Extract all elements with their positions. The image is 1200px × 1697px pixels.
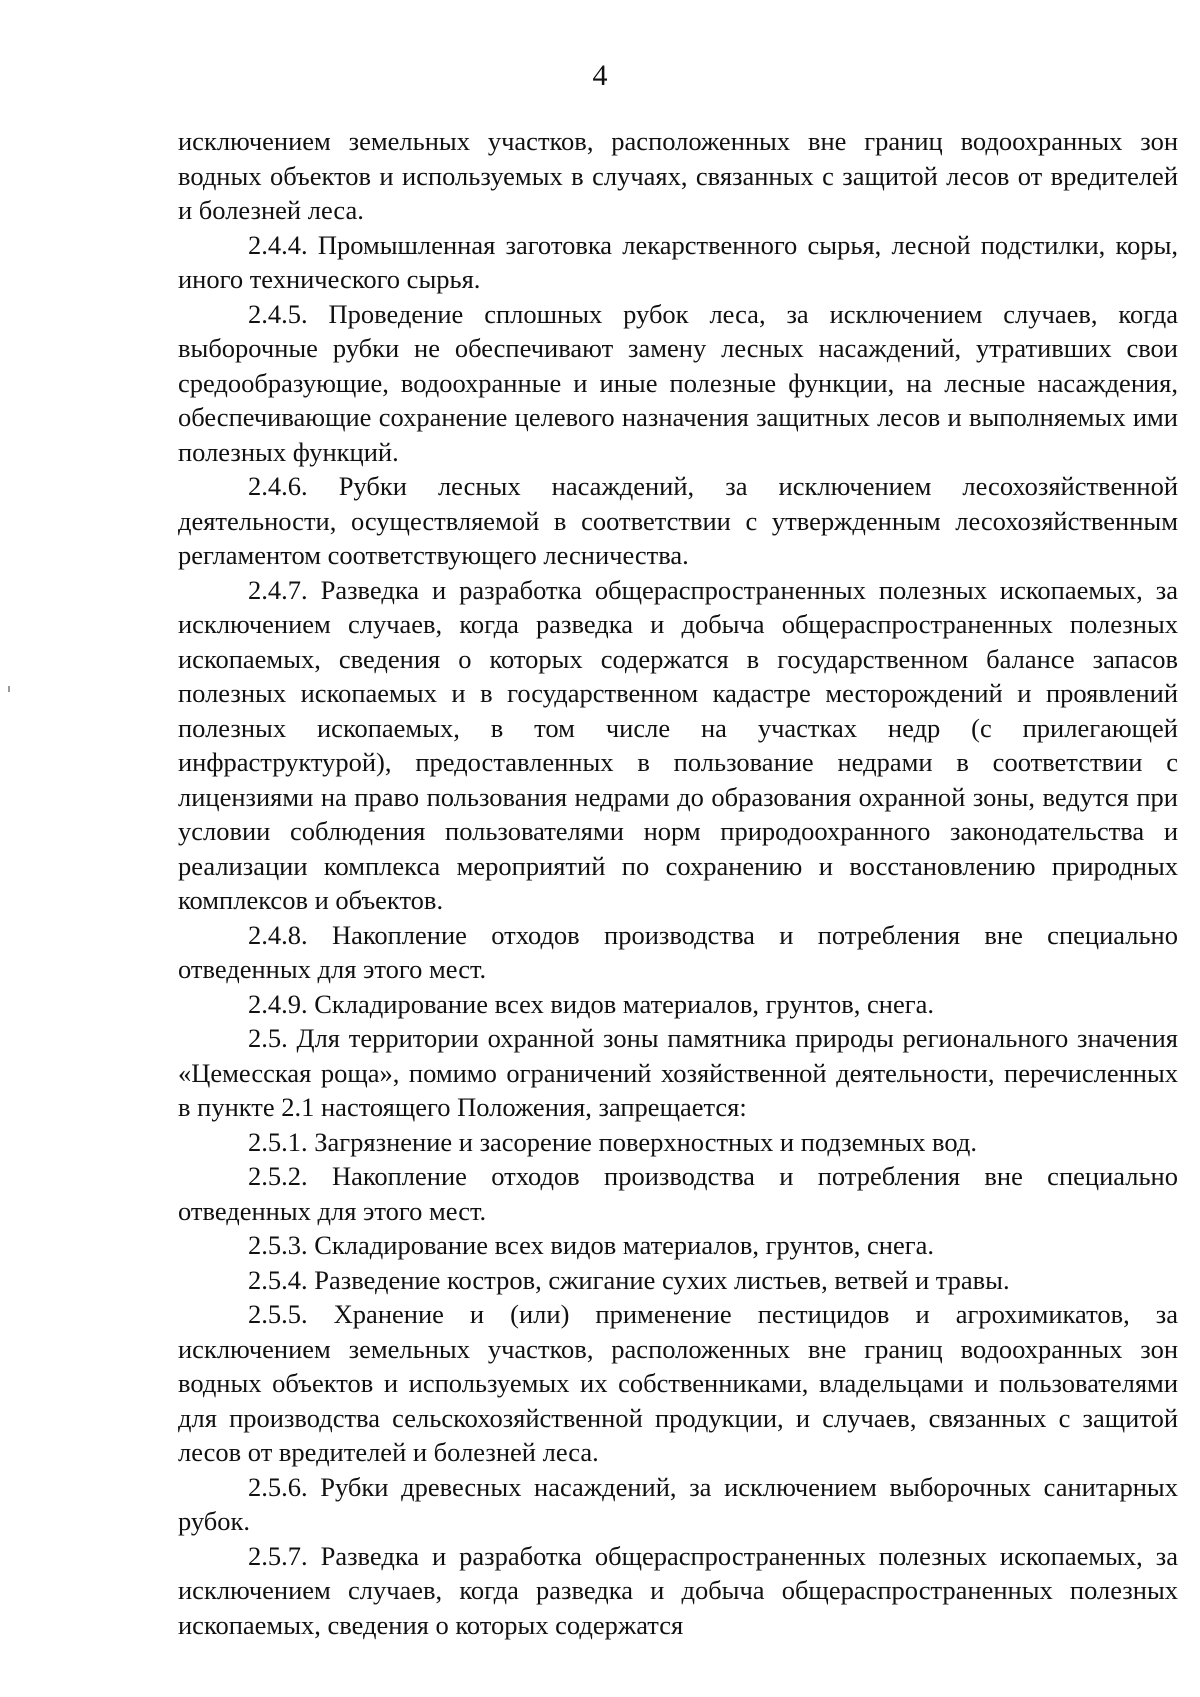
paragraph-continuation: исключением земельных участков, расположенных вне границ водоохранных зон водных объектов и используемых в случаях, связанных с защитой лесов от вредителей и болезней леса. [178, 126, 1178, 225]
scan-mark [8, 686, 10, 692]
paragraph-2-5-7: 2.5.7. Разведка и разработка общераспространенных полезных ископаемых, за исключением случаев, когда разведка и добыча общераспространенных полезных ископаемых, сведения о которых содержатся [178, 1540, 1178, 1640]
paragraph-2-5: 2.5. Для территории охранной зоны памятника природы регионального значения «Цемесская роща», помимо ограничений хозяйственной деятельности, перечисленных в пункте 2.1 настоящего Положения, запрещается: [178, 1023, 1178, 1122]
paragraph-2-4-7: 2.4.7. Разведка и разработка общераспространенных полезных ископаемых, за исключением случаев, когда разведка и добыча общераспространенных полезных ископаемых, сведения о которых содержатся в государственном балансе запасов полезных ископаемых и в государственном кадастре месторождений и проявлений полезных ископаемых, в том числе на участках недр (с прилегающей инфраструктурой), предоставленных в пользование недрами в соответствии с лицензиями на право пользования недрами до образования охранной зоны, ведутся при условии соблюдения пользователями норм природоохранного законодательства и реализации комплекса мероприятий по сохранению и восстановлению природных комплексов и объектов. [178, 574, 1178, 915]
paragraph-2-5-6: 2.5.6. Рубки древесных насаждений, за исключением выборочных санитарных рубок. [178, 1471, 1178, 1536]
paragraph-2-4-9: 2.4.9. Складирование всех видов материалов, грунтов, снега. [248, 988, 934, 1019]
paragraph-2-5-5: 2.5.5. Хранение и (или) применение пестицидов и агрохимикатов, за исключением земельных участков, расположенных вне границ водоохранных зон водных объектов и используемых их собственниками, владельцами и пользователями для производства сельскохозяйственной продукции, и случаев, связанных с защитой лесов от вредителей и болезней леса. [178, 1299, 1178, 1467]
document-body [178, 124, 1178, 1642]
page-number: 4 [592, 59, 608, 92]
paragraph-2-4-4: 2.4.4. Промышленная заготовка лекарственного сырья, лесной подстилки, коры, иного технического сырья. [178, 229, 1178, 294]
paragraph-2-4-5: 2.4.5. Проведение сплошных рубок леса, за исключением случаев, когда выборочные рубки не обеспечивают замену лесных насаждений, утративших свои средообразующие, водоохранные и иные полезные функции, на лесные насаждения, обеспечивающие сохранение целевого назначения защитных лесов и выполняемых ими полезных функций. [178, 298, 1178, 467]
paragraph-2-5-1: 2.5.1. Загрязнение и засорение поверхностных и подземных вод. [248, 1126, 977, 1157]
paragraph-2-5-4: 2.5.4. Разведение костров, сжигание сухих листьев, ветвей и травы. [248, 1264, 1010, 1295]
paragraph-2-5-2: 2.5.2. Накопление отходов производства и потребления вне специально отведенных для этого мест. [178, 1161, 1178, 1226]
paragraph-2-4-8: 2.4.8. Накопление отходов производства и потребления вне специально отведенных для этого мест. [178, 919, 1178, 984]
paragraph-2-4-6: 2.4.6. Рубки лесных насаждений, за исключением лесохозяйственной деятельности, осуществляемой в соответствии с утвержденным лесохозяйственным регламентом соответствующего лесничества. [178, 471, 1178, 570]
paragraph-2-5-3: 2.5.3. Складирование всех видов материалов, грунтов, снега. [248, 1230, 934, 1260]
